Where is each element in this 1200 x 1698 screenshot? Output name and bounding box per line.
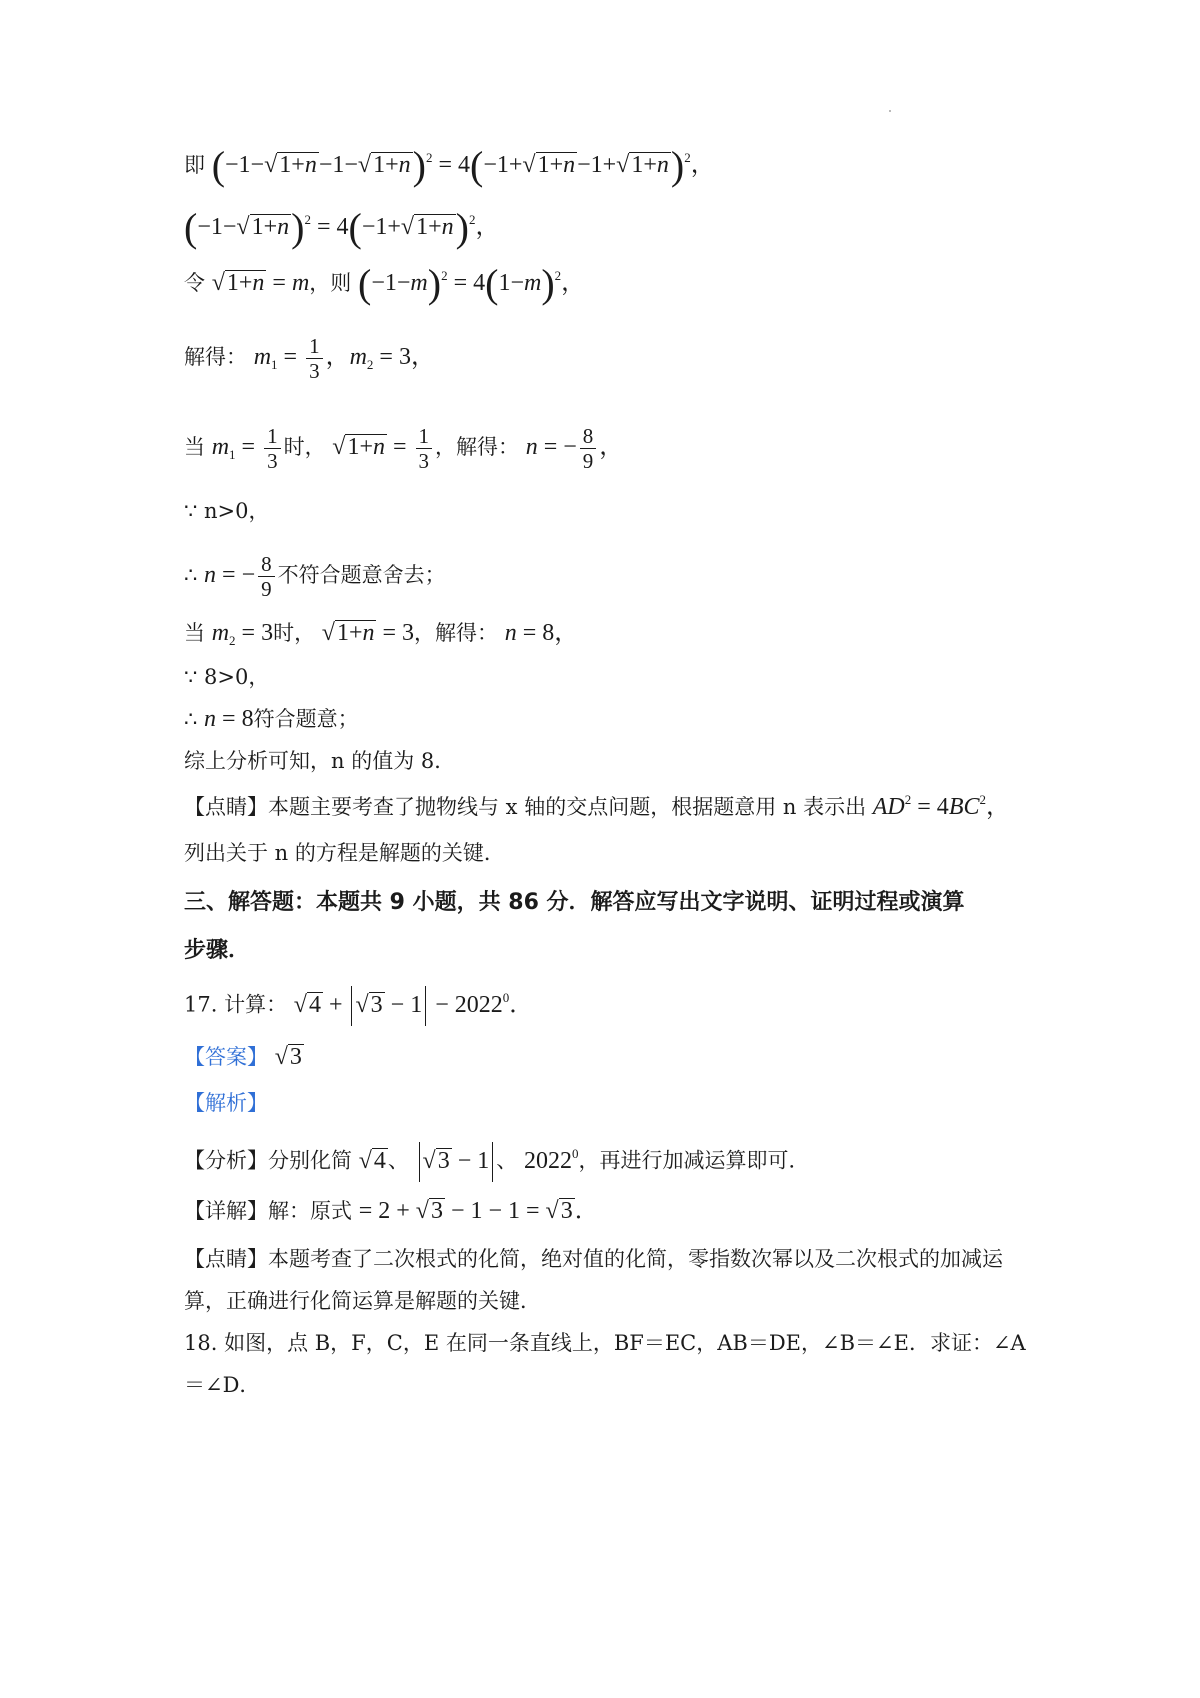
equation: √3 − 1 <box>416 1148 497 1174</box>
solution-line-6: ∵ n>0， <box>184 499 270 523</box>
solution-line-9: ∵ 8>0， <box>184 665 270 689</box>
equation: √1+n = $\frac{1}{3}$ <box>332 434 435 460</box>
line-prefix: 当 <box>184 621 205 645</box>
insight-line-3 <box>184 1244 1003 1274</box>
line-prefix: 即 <box>184 153 205 177</box>
equation: √1+n = m <box>211 270 310 296</box>
equation: $AD^2 = 4BC^2$， <box>872 792 1010 820</box>
solution-line-2 <box>184 205 500 250</box>
equation: n = 8， <box>504 620 579 646</box>
insight-line-4: 算，正确进行化简运算是解题的关键． <box>184 1289 541 1313</box>
equation: √1+n = 3 <box>321 620 415 646</box>
solution-line-3 <box>184 261 586 306</box>
equation: 2022$^0$ <box>523 1145 579 1174</box>
equation: n = − $\frac{8}{9}$ <box>204 562 278 588</box>
detail-line <box>184 1196 599 1226</box>
answer-line <box>184 1042 304 1072</box>
section-bracket-insight: 【点睛】 <box>184 1247 268 1271</box>
section-heading: 三、解答题：本题共 9 小题，共 86 分．解答应写出文字说明、证明过程或演算 <box>184 890 965 915</box>
line-prefix: 解得： <box>184 345 247 370</box>
separator: 、 <box>387 1148 409 1173</box>
equation: √4 <box>358 1147 386 1174</box>
line-tail: ，再进行加减运算即可． <box>578 1148 810 1173</box>
problem-18: 18. 如图，点 B，F，C，E 在同一条直线上，BF＝EC，AB＝DE，∠B＝∠E．求证：∠A <box>184 1331 1026 1355</box>
insight-text: 本题主要考查了抛物线与 x 轴的交点问题，根据题意用 n 表示出 <box>268 795 867 819</box>
equation: $(-1-m)^2 = 4(1-m)^2$， <box>357 261 586 306</box>
section-bracket-insight: 【点睛】 <box>184 795 268 819</box>
line-connector: ，解得： <box>435 435 520 460</box>
scan-speck <box>889 110 891 112</box>
line-prefix: 令 <box>184 271 205 295</box>
line-prefix: 当 <box>184 435 205 460</box>
solution-line-4 <box>184 334 435 383</box>
line-prefix: ∴ <box>184 563 205 588</box>
equation: √3 <box>274 1044 302 1070</box>
equation: $m_1$ = $\frac{1}{3}$ <box>212 434 284 460</box>
section-heading-cont: 步骤． <box>184 938 251 963</box>
problem-label: 17. 计算： <box>184 992 288 1017</box>
line-connector: 时， <box>273 621 316 645</box>
line-connector: 时， <box>283 435 326 460</box>
solution-line-1 <box>184 143 715 188</box>
insight-line-1 <box>184 792 1010 822</box>
equation: $m_2 = 3$ <box>211 620 274 648</box>
section-bracket-detail: 【详解】 <box>184 1199 268 1223</box>
line-connector: ，则 <box>309 271 352 295</box>
equation: $√4 + √3 - 1 - 2022^0$． <box>294 992 533 1018</box>
analysis-label: 【解析】 <box>184 1091 268 1115</box>
equation: $(-1-√1+n-1-√1+n)^2 = 4(-1+√1+n-1+√1+n)^2$， <box>211 143 715 188</box>
equation: = 2 + √3 − 1 − 1 = √3． <box>358 1198 599 1224</box>
equation: n = − $\frac{8}{9}$ ， <box>525 424 624 473</box>
insight-line-2: 列出关于 n 的方程是解题的关键． <box>184 841 505 865</box>
section-bracket-analysis: 【分析】 <box>184 1148 268 1173</box>
equation: $(-1-√1+n)^2 = 4(-1+√1+n)^2$， <box>184 205 500 250</box>
line-prefix: 解：原式 <box>268 1199 352 1223</box>
section-bracket-answer: 【答案】 <box>184 1045 268 1069</box>
problem-18-cont: ＝∠D． <box>184 1373 261 1397</box>
line-connector: ，解得： <box>414 621 499 645</box>
insight-text: 本题考查了二次根式的化简，绝对值的化简，零指数次幂以及二次根式的加减运 <box>268 1247 1003 1271</box>
solution-line-7 <box>184 552 446 601</box>
solution-line-11: 综上分析可知，n 的值为 8． <box>184 749 456 773</box>
line-prefix: 分别化简 <box>268 1148 352 1173</box>
solution-line-10 <box>184 704 359 734</box>
solution-line-8 <box>184 618 578 648</box>
equation: n = 8 <box>204 706 254 732</box>
separator: 、 <box>496 1148 518 1173</box>
line-tail: 符合题意； <box>253 707 359 731</box>
line-tail: 不符合题意舍去； <box>277 563 446 588</box>
line-prefix: ∴ <box>184 707 205 731</box>
problem-17 <box>184 986 533 1026</box>
analysis-line <box>184 1142 809 1182</box>
solution-line-5 <box>184 424 623 473</box>
equation: $m_1$ = $\frac{1}{3}$ ，$m_2 = 3$， <box>253 334 435 383</box>
